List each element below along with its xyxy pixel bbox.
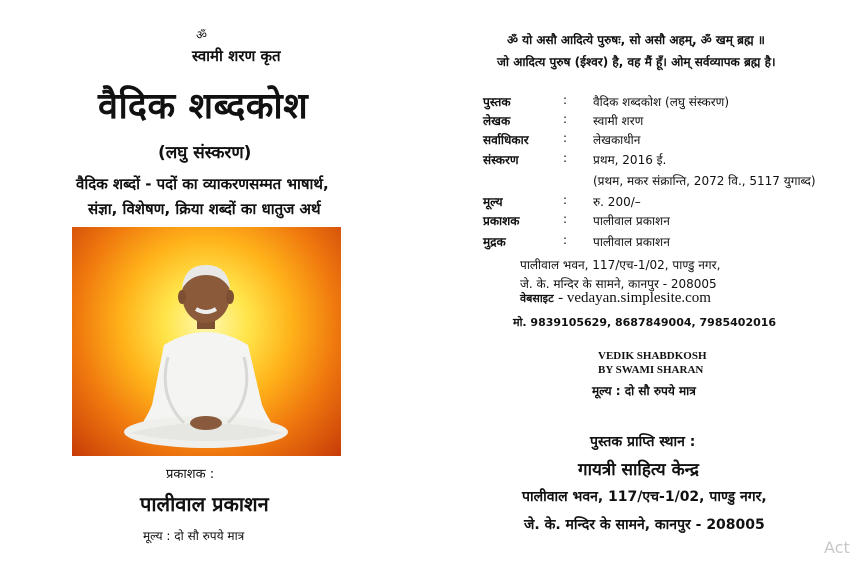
detail-key: पुस्तक [483, 95, 511, 109]
english-title: VEDIK SHABDKOSH [598, 350, 707, 362]
detail-key: मूल्य [483, 195, 503, 209]
detail-colon: : [563, 151, 568, 165]
detail-value: प्रथम, 2016 ई. [593, 153, 667, 167]
detail-key: मुद्रक [483, 235, 506, 249]
detail-value: स्वामी शरण [593, 114, 644, 128]
edition-label: (लघु संस्करण) [158, 143, 252, 163]
address-line-1: पालीवाल भवन, 117/एच-1/02, पाण्डु नगर, [520, 258, 721, 272]
om-symbol: ॐ [196, 28, 207, 42]
availability-label: पुस्तक प्राप्ति स्थान : [590, 434, 696, 450]
book-title: वैदिक शब्दकोश [98, 86, 309, 127]
detail-colon: : [563, 233, 568, 247]
detail-value: (प्रथम, मकर संक्रान्ति, 2072 वि., 5117 युगाब्द) [593, 174, 816, 188]
price-text: मूल्य : दो सौ रुपये मात्र [143, 529, 245, 543]
detail-colon: : [563, 212, 568, 226]
website-url[interactable]: - vedayan.simplesite.com [558, 290, 711, 306]
availability-name: गायत्री साहित्य केन्द्र [578, 460, 699, 480]
detail-colon: : [563, 131, 568, 145]
author-line: स्वामी शरण कृत [192, 47, 281, 65]
website-line [520, 290, 711, 307]
publisher-label: प्रकाशक : [166, 467, 215, 482]
price-text-right: मूल्य : दो सौ रुपये मात्र [592, 384, 696, 398]
publisher-name: पालीवाल प्रकाशन [140, 492, 269, 516]
detail-value: रु. 200/– [593, 195, 641, 209]
description-line-2: संज्ञा, विशेषण, क्रिया शब्दों का धातुज अर्थ [88, 200, 321, 218]
website-label: वेबसाइट [520, 292, 554, 305]
detail-key: लेखक [483, 114, 511, 128]
availability-address-2: जे. के. मन्दिर के सामने, कानपुर - 208005 [524, 517, 765, 533]
detail-key: प्रकाशक [483, 214, 520, 228]
detail-key: संस्करण [483, 153, 519, 167]
detail-value: पालीवाल प्रकाशन [593, 214, 670, 228]
detail-colon: : [563, 93, 568, 107]
detail-colon: : [563, 112, 568, 126]
address-line-2: जे. के. मन्दिर के सामने, कानपुर - 208005 [520, 277, 717, 291]
availability-address-1: पालीवाल भवन, 117/एच-1/02, पाण्डु नगर, [522, 489, 767, 505]
detail-key: सर्वाधिकार [483, 133, 529, 147]
author-photo [72, 227, 341, 456]
detail-value: पालीवाल प्रकाशन [593, 235, 670, 249]
verse-line-1: ॐ यो असौ आदित्ये पुरुषः, सो असौ अहम्, ॐ खम् ब्रह्म ॥ [507, 33, 765, 47]
detail-value: वैदिक शब्दकोश (लघु संस्करण) [593, 95, 729, 109]
description-line-1: वैदिक शब्दों - पदों का व्याकरणसम्मत भाषार्थ, [76, 175, 329, 193]
detail-colon: : [563, 193, 568, 207]
seated-author-illustration [72, 227, 341, 456]
english-author: BY SWAMI SHARAN [598, 364, 704, 376]
mobile-numbers: मो. 9839105629, 8687849004, 7985402016 [513, 316, 777, 329]
activation-watermark: Act [824, 538, 850, 557]
detail-value: लेखकाधीन [593, 133, 641, 147]
verse-line-2: जो आदित्य पुरुष (ईश्वर) है, वह मैं हूँ। ओम् सर्वव्यापक ब्रह्म है। [497, 55, 776, 69]
